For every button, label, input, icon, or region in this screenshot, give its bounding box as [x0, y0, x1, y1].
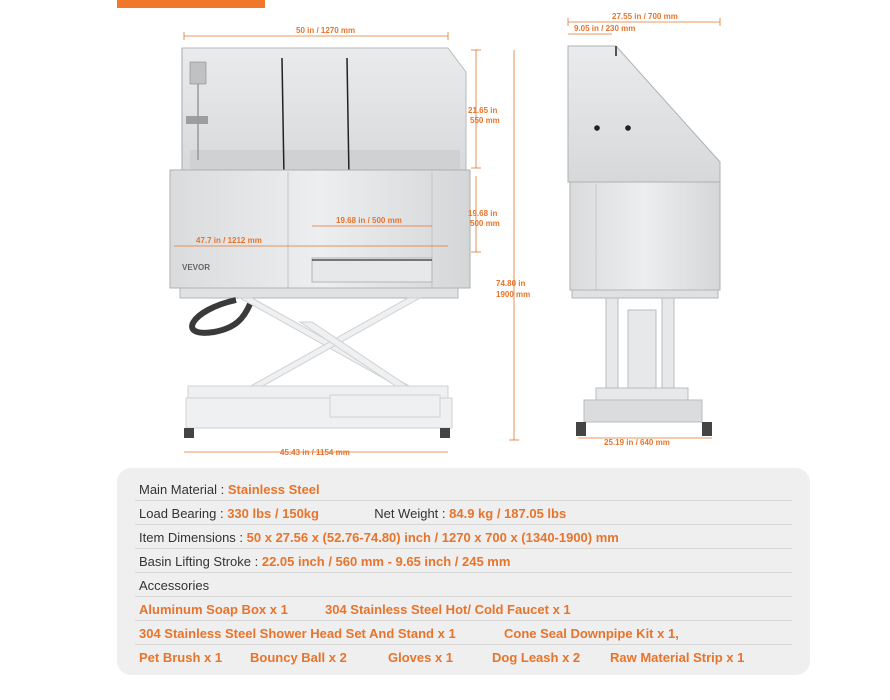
- dim-tub-height-mm: 500 mm: [470, 219, 500, 228]
- divider: [135, 500, 792, 501]
- dim-tub-height-in: 19.68 in: [468, 209, 498, 218]
- spec-load-weight: [139, 506, 792, 521]
- dim-backsplash-in: 21.65 in: [468, 106, 498, 115]
- side-foot-right: [702, 422, 712, 436]
- divider: [135, 548, 792, 549]
- divider: [135, 644, 792, 645]
- spec-load-value: 330 lbs / 150kg: [227, 506, 319, 521]
- spec-load-label: Load Bearing :: [139, 506, 228, 521]
- accessory-item: Pet Brush x 1: [139, 650, 223, 665]
- dim-base-width: 45.43 in / 1154 mm: [280, 448, 350, 457]
- specifications-panel: [117, 468, 810, 675]
- front-view-tub: [170, 48, 470, 298]
- dim-depth-top: 27.55 in / 700 mm: [612, 12, 678, 21]
- spec-weight-value: 84.9 kg / 187.05 lbs: [449, 506, 567, 521]
- divider: [135, 572, 792, 573]
- divider: [135, 620, 792, 621]
- accessory-item: Gloves x 1: [388, 650, 454, 665]
- spec-item-dim-label: Item Dimensions :: [139, 530, 247, 545]
- dim-backsplash-mm: 550 mm: [470, 116, 500, 125]
- brand-logo: VEVOR: [182, 263, 211, 272]
- spec-lifting-stroke: [139, 554, 792, 569]
- dim-door-width: 19.68 in / 500 mm: [336, 216, 402, 225]
- accessory-item: Aluminum Soap Box x 1: [139, 602, 288, 617]
- front-foot-right: [440, 428, 450, 438]
- side-view-lift: [584, 298, 702, 422]
- dim-total-height-mm: 1900 mm: [496, 290, 531, 299]
- divider: [135, 524, 792, 525]
- accessory-item: Bouncy Ball x 2: [250, 650, 347, 665]
- dim-base-depth: 25.19 in / 640 mm: [604, 438, 670, 447]
- spec-material: [139, 482, 792, 497]
- spec-material-value: Stainless Steel: [227, 482, 320, 497]
- dim-total-height-in: 74.80 in: [496, 279, 526, 288]
- side-foot-left: [576, 422, 586, 436]
- spec-weight-label: Net Weight :: [374, 506, 450, 521]
- accessory-item: 304 Stainless Steel Hot/ Cold Faucet x 1: [325, 602, 571, 617]
- accessory-item: Dog Leash x 2: [492, 650, 581, 665]
- spec-material-label: Main Material :: [139, 482, 228, 497]
- dim-depth-inner: 9.05 in / 230 mm: [574, 24, 636, 33]
- side-view-tub: [568, 46, 720, 298]
- spec-item-dimensions: [139, 530, 792, 545]
- dim-inner-length: 47.7 in / 1212 mm: [196, 236, 262, 245]
- drain-hose: [192, 300, 250, 333]
- accessory-item: Cone Seal Downpipe Kit x 1,: [504, 626, 679, 641]
- spec-accessories-heading: [139, 578, 792, 593]
- front-view-scissor-lift: [186, 298, 452, 428]
- spec-item-dim-value: 50 x 27.56 x (52.76-74.80) inch / 1270 x 700 x (1340-1900) mm: [246, 530, 619, 545]
- spec-stroke-label: Basin Lifting Stroke :: [139, 554, 262, 569]
- spec-stroke-value: 22.05 inch / 560 mm - 9.65 inch / 245 mm: [261, 554, 511, 569]
- accessory-item: Raw Material Strip x 1: [610, 650, 745, 665]
- front-foot-left: [184, 428, 194, 438]
- divider: [135, 596, 792, 597]
- accessory-item: 304 Stainless Steel Shower Head Set And Stand x 1: [139, 626, 456, 641]
- dim-width-top: 50 in / 1270 mm: [296, 26, 356, 35]
- spec-accessories-label: Accessories: [139, 578, 210, 593]
